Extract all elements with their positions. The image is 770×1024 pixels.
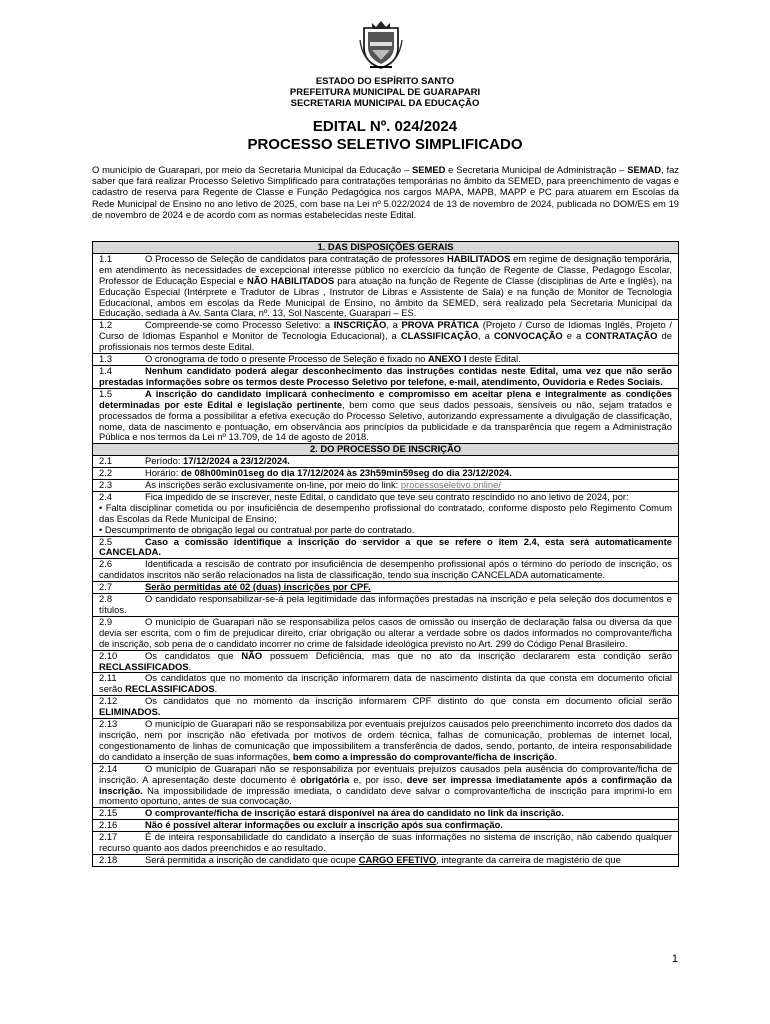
bullet-icon: • — [99, 501, 103, 513]
item-2-6: 2.6 Identificada a rescisão de contrato por insuficiência de desempenho profissional após o término do período de inscrição, os candidatos inscritos não serão relacionados na lista de classificação, tendo sua inscrição CANCELADA automaticamente. — [93, 559, 679, 582]
bullet-icon: • — [99, 523, 103, 535]
section-heading-2: 2. DO PROCESSO DE INSCRIÇÃO — [93, 444, 679, 456]
edital-subtitle: PROCESSO SELETIVO SIMPLIFICADO — [247, 136, 523, 153]
item-2-4: 2.4 Fica impedido de se inscrever, neste Edital, o candidato que teve seu contrato rescindido no ano letivo de 2024, por: • Falta disciplinar cometida ou por insuficiência de desempenho profissional do contratado, conforme disposto pelo Regimento Comum das Escolas da Rede Municipal de Ensino; • Descumprimento de obrigação legal ou contratual por parte do contratado. — [93, 491, 679, 536]
item-1-4: 1.4 Nenhum candidato poderá alegar desconhecimento das instruções contidas neste Edital, uma vez que não serão prestadas informações sobre os termos deste Processo Seletivo por telefone, e-mail, atendimento, Ouvidoria e Redes Sociais. — [93, 365, 679, 388]
header-state: ESTADO DO ESPÍRITO SANTO — [315, 76, 455, 87]
edital-table — [92, 241, 679, 867]
coat-of-arms-logo — [358, 20, 404, 70]
item-2-11: 2.11 Os candidatos que no momento da inscrição informarem data de nascimento distinta da que consta em documento oficial serão RECLASSIFICADOS. — [93, 673, 679, 696]
item-1-5: 1.5 A inscrição do candidato implicará conhecimento e compromisso em aceitar plena e integralmente as condições determinadas por este Edital e legislação pertinente, bem como que seus dados pessoais, sensíveis ou não, sejam tratados e processados de forma a possibilitar a efetiva execução do Processo Seletivo, autorizando expressamente a divulgação de classificação, nome, data de nascimento e pontuação, em observância aos princípios da publicidade e da transparência que regem a Administração Pública e nos termos da Lei nº 13.709, de 14 de agosto de 2018. — [93, 388, 679, 444]
item-1-1: 1.1 O Processo de Seleção de candidatos para contratação de professores HABILITADOS em regime de designação temporária, em atendimento às necessidades de excepcional interesse público no exercício da função de Regente de Classe, Pedagogo Escolar, Professor de Educação Especial e NÃO HABILITADOS para atuação na função de Regente de Classe (disciplinas de Arte e Inglês), na Educação Especial (Intérprete e Tradutor de Libras , Instrutor de Libras e Assistente de Sala) e na função de Monitor de Tecnologia Educacional, ambos em escolas da Rede Municipal de Ensino, no âmbito da SEMED, será realizado pela Secretaria Municipal da Educação, sediada à Av. Santa Clara, nº. 13, Sol Nascente, Guarapari – ES. — [93, 253, 679, 319]
item-2-10: 2.10 Os candidatos que NÃO possuem Deficiência, mas que no ato da inscrição declararem esta condição serão RECLASSIFICADOS. — [93, 650, 679, 673]
page-number: 1 — [671, 953, 678, 965]
item-2-16: 2.16 Não é possível alterar informações ou excluir a inscrição após sua confirmação. — [93, 820, 679, 832]
item-2-18: 2.18 Será permitida a inscrição de candidato que ocupe CARGO EFETIVO, integrante da carreira de magistério de que — [93, 854, 679, 866]
registration-link[interactable]: processoseletivo.online/ — [400, 479, 501, 491]
intro-paragraph: O município de Guarapari, por meio da Secretaria Municipal da Educação – SEMED e Secretaria Municipal de Administração – SEMAD, faz saber que fará realizar Processo Seletivo Simplificado para contratações temporárias no âmbito da SEMED, para preenchimento de vagas e cadastro de reserva para Regente de Classe e Função Pedagógica nos cargos MAPA, MAPB, MAPP e PC para atuarem em Escolas da Rede Municipal de Ensino no ano letivo de 2025, com base na Lei nº 5.022/2024 de 13 de novembro de 2024, publicada no DOM/ES em 19 de novembro de 2024 e de acordo com as normas estabelecidas neste Edital. — [92, 164, 679, 220]
header-prefecture: PREFEITURA MUNICIPAL DE GUARAPARI — [289, 87, 481, 98]
item-2-7: 2.7 Serão permitidas até 02 (duas) inscrições por CPF. — [93, 582, 679, 594]
item-2-8: 2.8 O candidato responsabilizar-se-á pela legitimidade das informações prestadas na inscrição e pela seleção dos documentos e títulos. — [93, 594, 679, 617]
item-2-1: 2.1 Período: 17/12/2024 a 23/12/2024. — [93, 456, 679, 468]
item-2-17: 2.17 É de inteira responsabilidade do candidato a inserção de suas informações no sistema de inscrição, não cabendo qualquer recurso quanto aos dados preenchidos e ao resultado. — [93, 832, 679, 855]
item-2-13: 2.13 O município de Guarapari não se responsabiliza por eventuais prejuízos causados pelo preenchimento incorreto dos dados da inscrição, nem por inscrição não efetivada por motivos de ordem técnica, falhas de comunicação, problemas de internet local, congestionamento de linhas de comunicação que impossibilitem a transferência de dados, sendo, portanto, de inteira responsabilidade do candidato a inserção de suas informações, bem como a impressão do comprovante/ficha de inscrição. — [93, 719, 679, 764]
item-1-3: 1.3 O cronograma de todo o presente Processo de Seleção é fixado no ANEXO I deste Edital. — [93, 354, 679, 366]
edital-number: EDITAL Nº. 024/2024 — [312, 118, 458, 135]
item-1-2: 1.2 Compreende-se como Processo Seletivo: a INSCRIÇÃO, a PROVA PRÁTICA (Projeto / Curso de Idiomas Inglês, Projeto / Curso de Idiomas Espanhol e Monitor de Tecnologia Educacional), a CLASSIFICAÇÃO, a CONVOCAÇÃO e a CONTRATAÇÃO de profissionais nos termos deste Edital. — [93, 320, 679, 354]
section-heading-1: 1. DAS DISPOSIÇÕES GERAIS — [93, 242, 679, 254]
header-secretariat: SECRETARIA MUNICIPAL DA EDUCAÇÃO — [290, 98, 480, 109]
item-2-9: 2.9 O município de Guarapari não se responsabiliza pelos casos de omissão ou inserção de declaração falsa ou diversa da que devia ser escrita, com o fim de prejudicar direito, criar obrigação ou alterar a verdade sobre os dados informados no comprovante/ficha de inscrição, sob pena de o candidato incorrer no crime de falsidade ideológica previsto no Art. 299 do Código Penal Brasileiro. — [93, 616, 679, 650]
item-2-5: 2.5 Caso a comissão identifique a inscrição do servidor a que se refere o item 2.4, esta será automaticamente CANCELADA. — [93, 536, 679, 559]
item-2-14: 2.14 O município de Guarapari não se responsabiliza por eventuais prejuízos causados pela ausência do comprovante/ficha de inscrição. A apresentação deste documento é obrigatória e, por isso, deve ser impressa imediatamente após a confirmação da inscrição. Na impossibilidade de impressão imediata, o candidato deve salvar o comprovante/ficha de inscrição para imprimi-lo em momento oportuno, antes de sua convocação. — [93, 763, 679, 808]
item-2-15: 2.15 O comprovante/ficha de inscrição estará disponível na área do candidato no link da inscrição. — [93, 808, 679, 820]
item-2-2: 2.2 Horário: de 08h00min01seg do dia 17/12/2024 às 23h59min59seg do dia 23/12/2024. — [93, 468, 679, 480]
item-2-3: 2.3 As inscrições serão exclusivamente on-line, por meio do link: processoseletivo.online/ — [93, 480, 679, 492]
item-2-12: 2.12 Os candidatos que no momento da inscrição informarem CPF distinto do que consta em documento oficial serão ELIMINADOS. — [93, 696, 679, 719]
